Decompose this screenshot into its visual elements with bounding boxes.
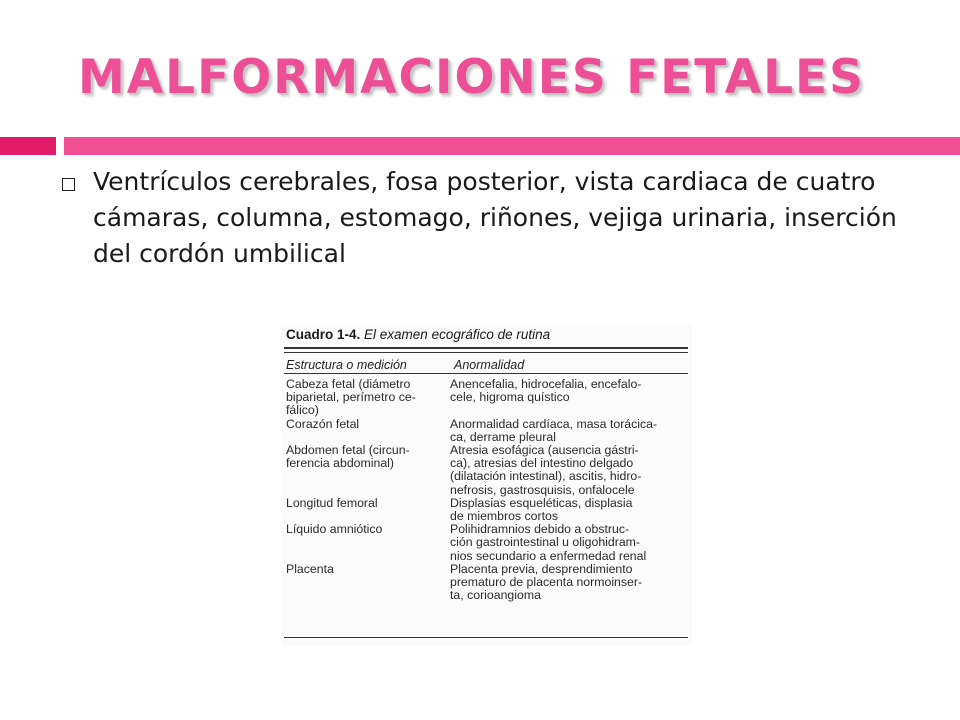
table-cell-abnormality: Displasias esqueléticas, displasia de miembros cortos: [450, 495, 633, 524]
table-top-rule-2: [284, 352, 688, 353]
table-cell-abnormality: Placenta previa, desprendimiento prematuro de placenta normoinser- ta, corioangioma: [450, 561, 643, 603]
table-caption-number: Cuadro 1-4.: [286, 327, 361, 342]
table-cell-structure: Abdomen fetal (circun- ferencia abdominal): [286, 443, 410, 471]
table-cell-abnormality: Anencefalia, hidrocefalia, encefalo- cele, higroma quístico: [450, 377, 642, 405]
table-row: [282, 444, 692, 497]
table-cell-structure: Placenta: [286, 561, 334, 576]
table-cell-abnormality: Anormalidad cardíaca, masa torácica- ca, derrame pleural: [450, 416, 658, 444]
table-row: [282, 378, 692, 418]
table-top-rule: [284, 347, 688, 349]
table-header-abnormality: Anormalidad: [454, 358, 525, 372]
scanned-table-image: [282, 325, 692, 645]
table-cell-structure: Cabeza fetal (diámetro biparietal, perímetro ce- fálico): [286, 377, 416, 418]
table-row: [282, 563, 692, 603]
accent-bar-left: [0, 137, 56, 155]
bullet-text: Ventrículos cerebrales, fosa posterior, vista cardiaca de cuatro cámaras, columna, estomago, riñones, vejiga urinaria, inserción del cordón umbilical: [93, 167, 897, 268]
table-cell-structure: Corazón fetal: [286, 416, 360, 431]
table-caption-title: El examen ecográfico de rutina: [364, 327, 551, 342]
bullet-item: [62, 164, 942, 272]
table-row: [282, 418, 692, 444]
table-body: [282, 378, 692, 602]
square-bullet-icon: [62, 178, 75, 191]
table-caption: [286, 327, 550, 342]
table-header-structure: Estructura o medición: [286, 358, 407, 372]
table-cell-structure: Líquido amniótico: [286, 522, 383, 537]
table-header-rule: [284, 373, 688, 374]
table-bottom-rule: [284, 637, 688, 638]
table-cell-abnormality: Atresia esofágica (ausencia gástri- ca), atresias del intestino delgado (dilatación intestinal), ascitis, hidro- nefrosis, gastrosquisis, onfalocele: [450, 443, 642, 497]
accent-bar-right: [64, 137, 960, 155]
table-cell-structure: Longitud femoral: [286, 495, 378, 510]
slide-title: MALFORMACIONES FETALES: [78, 50, 865, 105]
table-cell-abnormality: Polihidramnios debido a obstruc- ción gastrointestinal u oligohidram- nios secundario a enfermedad renal: [450, 522, 647, 563]
table-row: [282, 523, 692, 563]
table-row: [282, 497, 692, 523]
